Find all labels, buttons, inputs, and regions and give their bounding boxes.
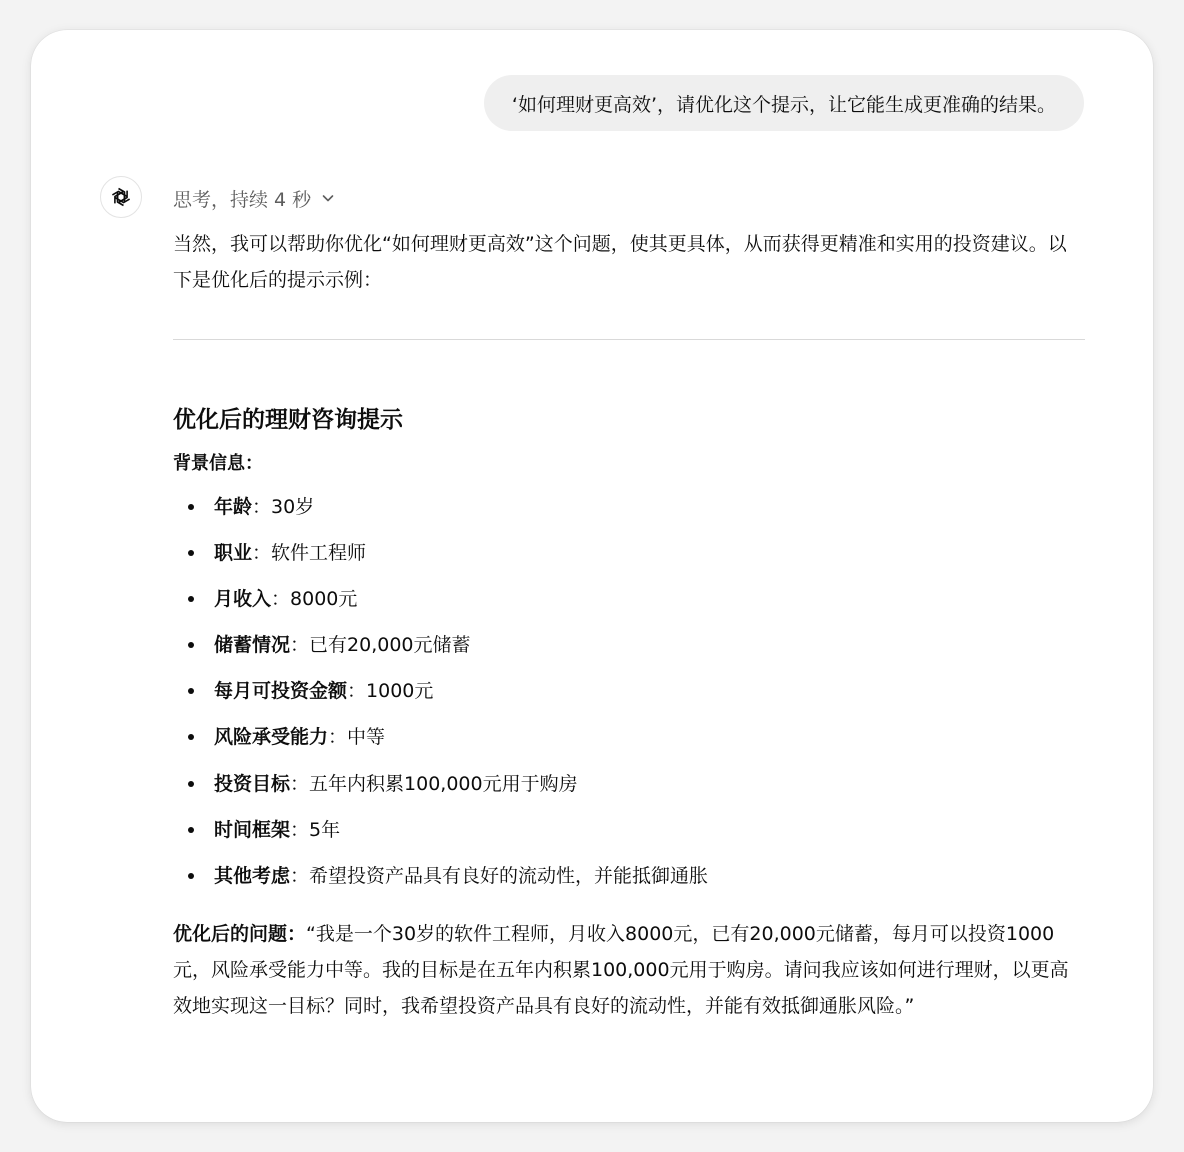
bullet	[188, 873, 194, 879]
list-item: 投资目标：五年内积累100,000元用于购房	[173, 769, 1085, 815]
thinking-toggle[interactable]	[173, 184, 335, 212]
optimized-question-text: “我是一个30岁的软件工程师，月收入8000元，已有20,000元储蓄，每月可以投资1000元，风险承受能力中等。我的目标是在五年内积累100,000元用于购房。请问我应该如何进行理财，以更高效地实现这一目标？同时，我希望投资产品具有良好的流动性，并能有效抵御通胀风险。”	[173, 922, 1069, 1017]
divider	[173, 339, 1085, 340]
bullet	[188, 504, 194, 510]
user-message-text: ‘如何理财更高效’，请优化这个提示，让它能生成更准确的结果。	[511, 93, 1056, 116]
user-message-bubble	[484, 75, 1084, 131]
list-item: 职业：软件工程师	[173, 538, 1085, 584]
section-heading: 优化后的理财咨询提示	[173, 407, 403, 433]
list-item: 年龄：30岁	[173, 492, 1085, 538]
details-list	[173, 492, 1085, 907]
openai-logo-icon	[108, 184, 134, 210]
list-item: 时间框架：5年	[173, 815, 1085, 861]
optimized-question-label: 优化后的问题：	[173, 922, 307, 945]
chevron-down-icon	[321, 191, 335, 205]
thinking-label: 思考，持续 4 秒	[173, 188, 312, 211]
bullet	[188, 550, 194, 556]
list-item: 其他考虑：希望投资产品具有良好的流动性，并能抵御通胀	[173, 861, 1085, 907]
bullet	[188, 734, 194, 740]
bullet	[188, 688, 194, 694]
list-item: 储蓄情况：已有20,000元储蓄	[173, 630, 1085, 676]
intro-paragraph: 当然，我可以帮助你优化“如何理财更高效”这个问题，使其更具体，从而获得更精准和实用的投资建议。以下是优化后的提示示例：	[173, 233, 1067, 291]
chat-card	[31, 30, 1153, 1122]
list-item: 月收入：8000元	[173, 584, 1085, 630]
assistant-response	[173, 226, 1085, 1024]
list-item: 风险承受能力：中等	[173, 722, 1085, 768]
optimized-question	[173, 916, 1085, 1024]
bullet	[188, 596, 194, 602]
bullet	[188, 642, 194, 648]
bullet	[188, 781, 194, 787]
list-item: 每月可投资金额：1000元	[173, 676, 1085, 722]
bullet	[188, 827, 194, 833]
assistant-avatar	[100, 176, 142, 218]
background-label: 背景信息：	[173, 453, 263, 474]
